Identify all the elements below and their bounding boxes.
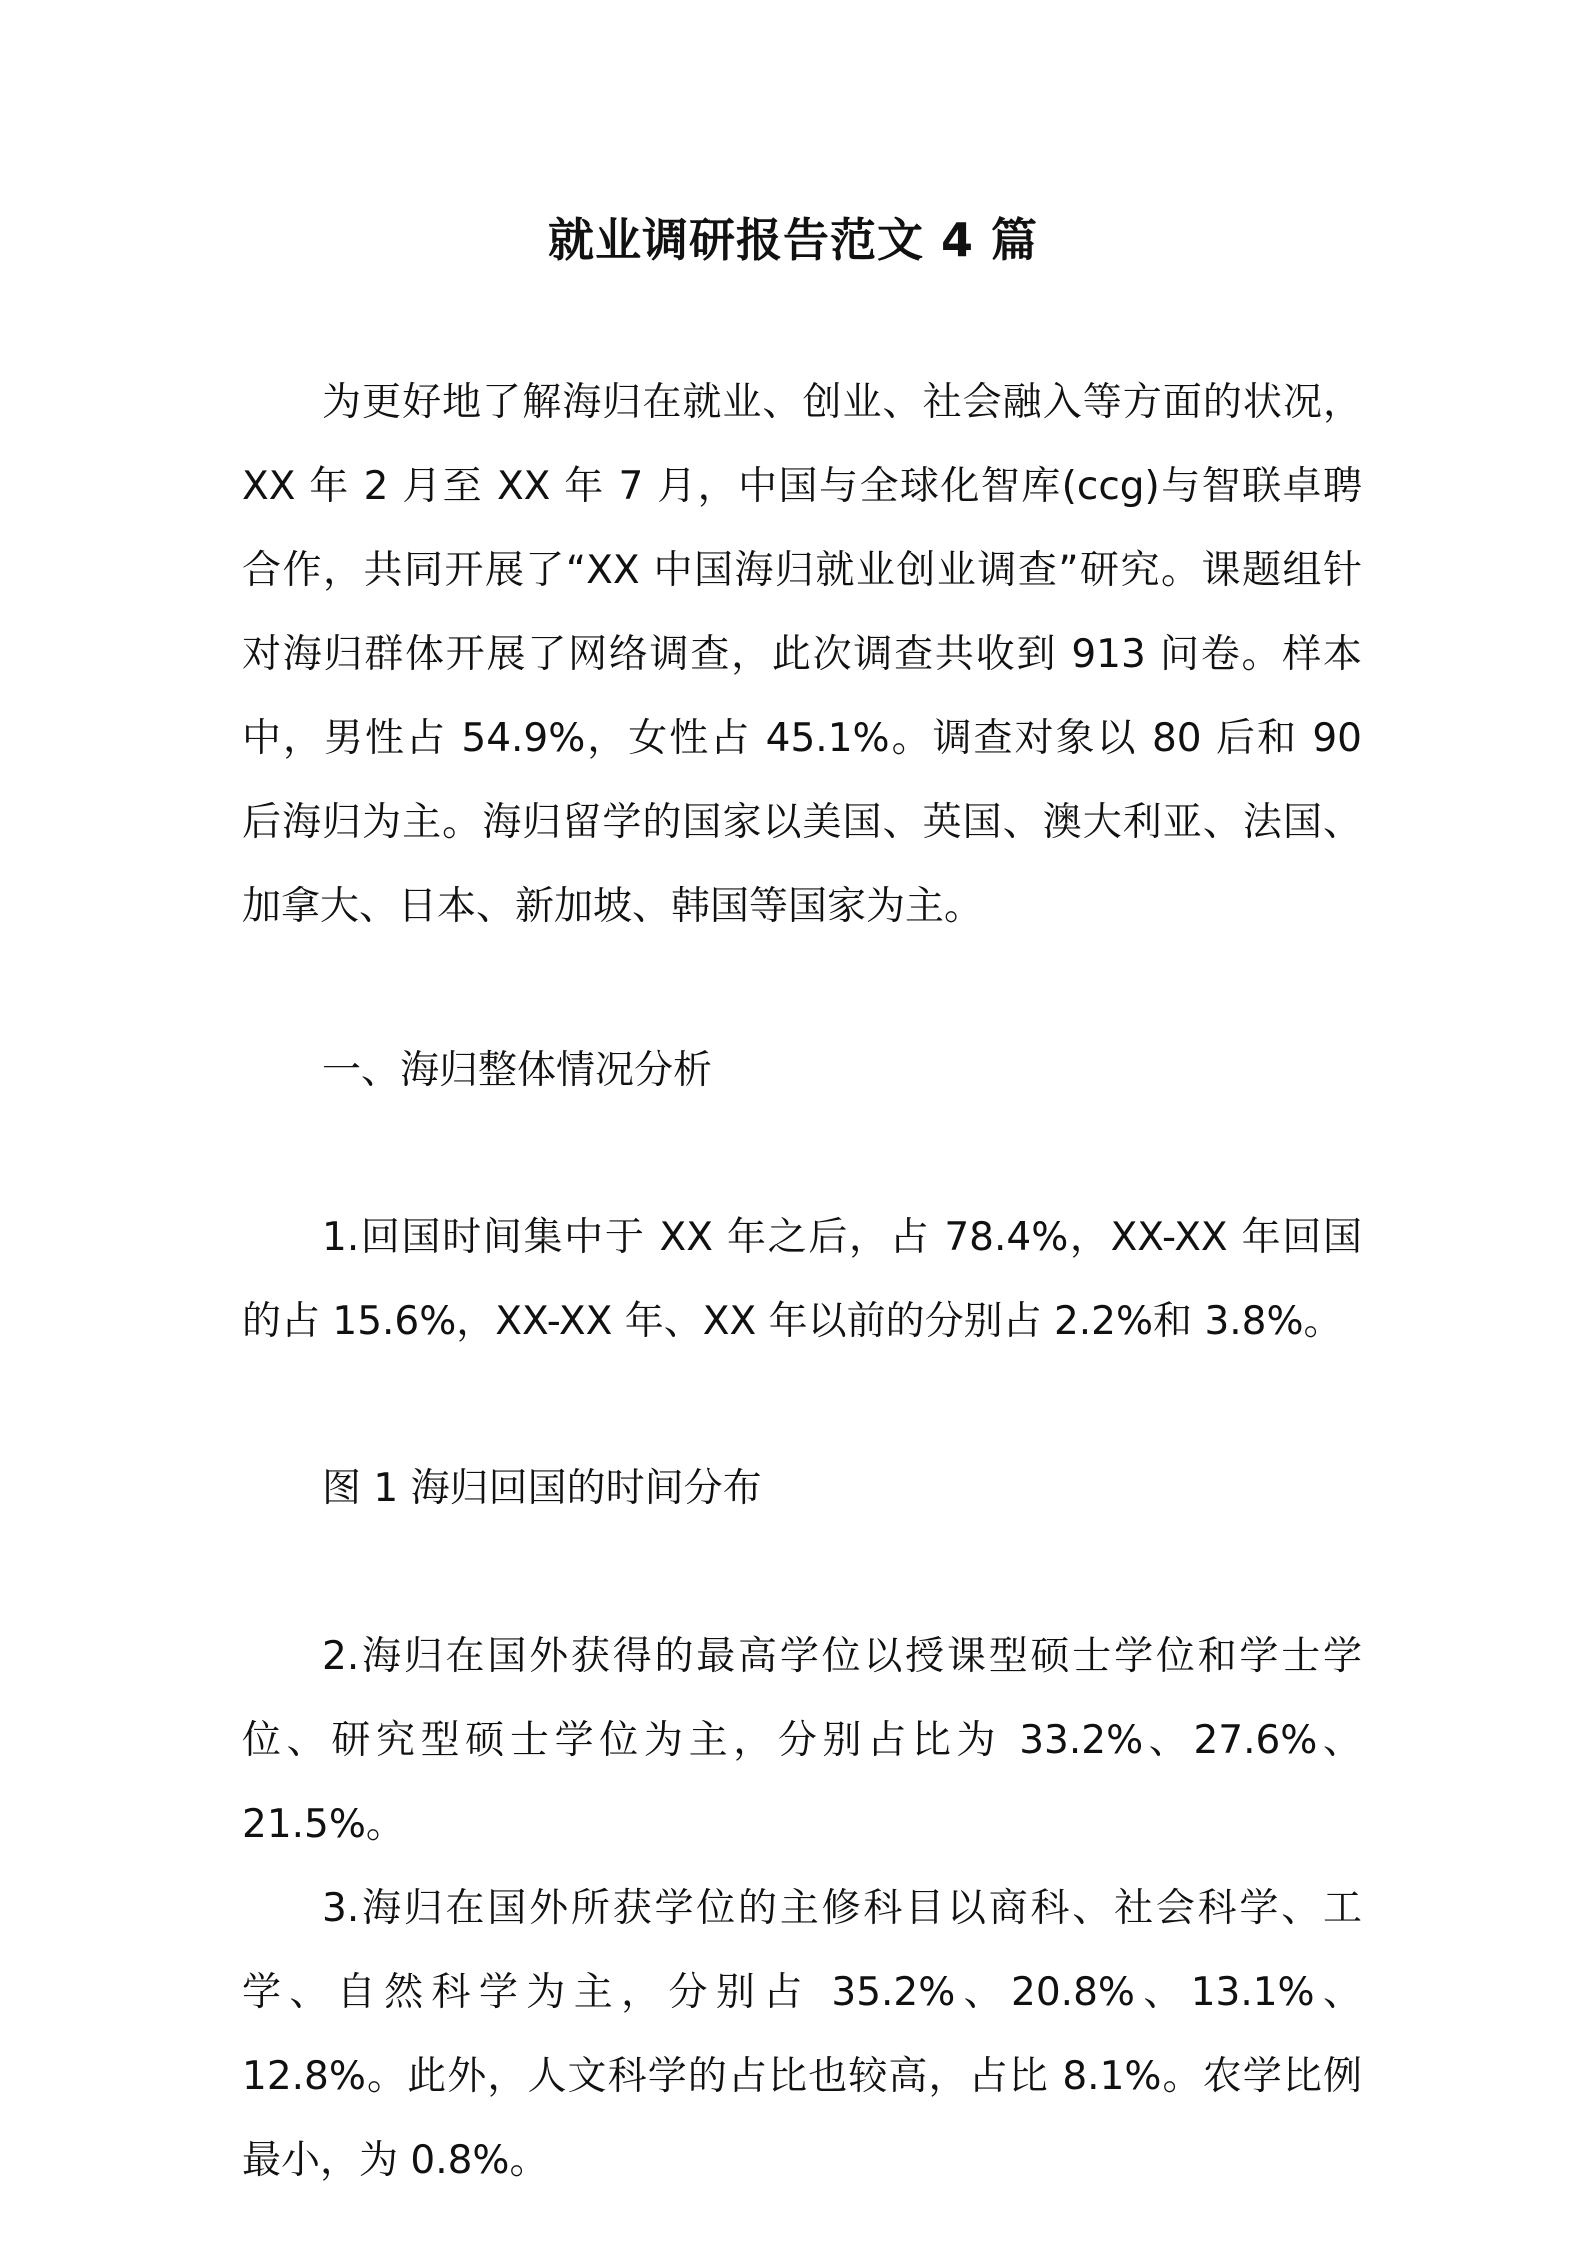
intro-paragraph: 为更好地了解海归在就业、创业、社会融入等方面的状况，XX 年 2 月至 XX 年 7 月，中国与全球化智库(ccg)与智联卓聘合作，共同开展了“XX 中国海归就业创业调查”研究。课题组针对海归群体开展了网络调查，此次调查共收到 913 问卷。样本中，男性占 54.9%，女性占 45.1%。调查对象以 80 后和 90 后海归为主。海归留学的国家以美国、英国、澳大利亚、法国、加拿大、日本、新加坡、韩国等国家为主。 [242,380,1362,929]
item-2-paragraph: 2.海归在国外获得的最高学位以授课型硕士学位和学士学位、研究型硕士学位为主，分别占比为 33.2%、27.6%、21.5%。 [242,1634,1362,1847]
figure-1-caption: 图 1 海归回国的时间分布 [322,1466,762,1511]
item-1-paragraph: 1.回国时间集中于 XX 年之后，占 78.4%，XX-XX 年回国的占 15.6%，XX-XX 年、XX 年以前的分别占 2.2%和 3.8%。 [242,1215,1362,1344]
item-3-paragraph: 3.海归在国外所获学位的主修科目以商科、社会科学、工学、自然科学为主，分别占 35.2%、20.8%、13.1%、12.8%。此外，人文科学的占比也较高，占比 8.1%。农学比例最小，为 0.8%。 [242,1886,1362,2183]
section-heading: 一、海归整体情况分析 [322,1048,713,1093]
document-title: 就业调研报告范文 4 篇 [547,213,1039,267]
